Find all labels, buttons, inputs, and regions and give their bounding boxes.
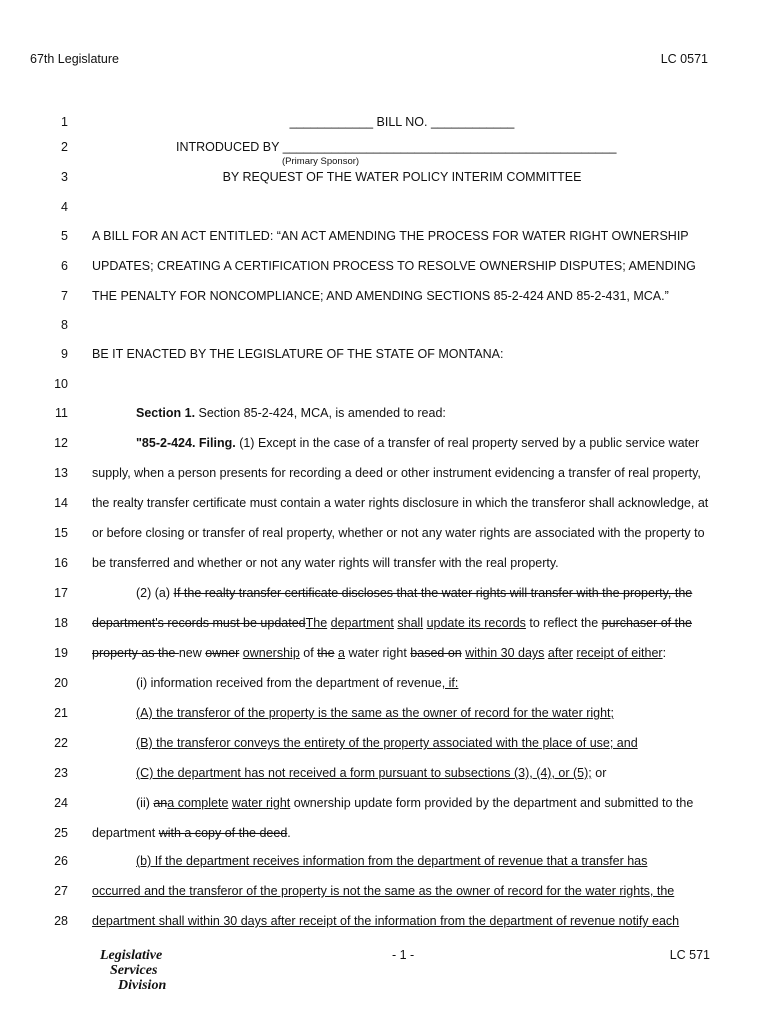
logo-line-2: Services xyxy=(110,963,158,978)
section-1-heading xyxy=(136,406,446,420)
line-number: 6 xyxy=(61,259,68,273)
line-number: 15 xyxy=(54,526,68,540)
line-number: 17 xyxy=(54,586,68,600)
line-21: (A) the transferor of the property is the same as the owner of record for the water right; xyxy=(136,706,614,720)
line-number: 3 xyxy=(61,170,68,184)
line-25 xyxy=(92,826,291,840)
line-14: the realty transfer certificate must contain a water rights disclosure in which the transferor shall acknowledge, at xyxy=(92,496,709,510)
inserted-text: within 30 days xyxy=(465,646,545,660)
line-number: 24 xyxy=(54,796,68,810)
line-number: 19 xyxy=(54,646,68,660)
inserted-text: The xyxy=(305,616,328,630)
line-number: 21 xyxy=(54,706,68,720)
line-number: 27 xyxy=(54,884,68,898)
line-number: 4 xyxy=(61,200,68,214)
section-number: "85-2-424. Filing. xyxy=(136,436,236,450)
inserted-text: (C) the department has not received a form pursuant to subsections (3), (4), or (5); xyxy=(136,766,592,780)
stricken-text: property as the xyxy=(92,646,179,660)
section-text: Section 85-2-424, MCA, is amended to read: xyxy=(195,406,446,420)
line-17 xyxy=(136,586,692,600)
line-number: 11 xyxy=(55,406,68,420)
footer-lc-number: LC 571 xyxy=(669,948,710,962)
line-20 xyxy=(136,676,458,690)
line-18-text: to reflect the xyxy=(525,616,602,630)
line-19: property as the new owner ownership of the a water right based on within 30 days after receipt of either: xyxy=(92,646,667,660)
line-22 xyxy=(136,736,638,750)
section-label: Section 1. xyxy=(136,406,196,420)
inserted-text: ; and xyxy=(609,736,638,750)
line-24-prefix: (ii) xyxy=(136,796,154,810)
line-number: 12 xyxy=(54,436,68,450)
line-24 xyxy=(136,796,693,810)
line-number: 7 xyxy=(61,289,68,303)
line-27: occurred and the transferor of the property is not the same as the owner of record for the water rights, the xyxy=(92,884,675,898)
line-number: 13 xyxy=(54,466,68,480)
by-request: BY REQUEST OF THE WATER POLICY INTERIM COMMITTEE xyxy=(222,170,582,184)
line-17-prefix: (2) (a) xyxy=(136,586,174,600)
inserted-text: a xyxy=(338,646,345,660)
bill-number-line: ____________ BILL NO. ____________ xyxy=(289,115,515,129)
legislative-services-logo xyxy=(100,948,190,998)
header-legislature: 67th Legislature xyxy=(30,52,119,66)
logo-line-1: Legislative xyxy=(100,948,163,963)
stricken-text: an xyxy=(153,796,168,810)
introduced-by: INTRODUCED BY ________________________________________________ xyxy=(176,140,617,154)
line-number: 1 xyxy=(61,115,68,129)
line-number: 20 xyxy=(54,676,68,690)
page-number: - 1 - xyxy=(392,948,415,962)
line-number: 8 xyxy=(61,318,68,332)
line-number: 28 xyxy=(54,914,68,928)
stricken-text: based on xyxy=(410,646,462,660)
line-20-text: (i) information received from the department of revenue xyxy=(136,676,442,690)
line-19-text: of xyxy=(299,646,318,660)
inserted-text: after xyxy=(547,646,573,660)
line-23-text: or xyxy=(591,766,607,780)
line-26: (b) If the department receives information from the department of revenue that a transfer has xyxy=(136,854,648,868)
stricken-text: owner xyxy=(205,646,240,660)
line-number: 25 xyxy=(54,826,68,840)
line-number: 18 xyxy=(54,616,68,630)
line-number: 16 xyxy=(54,556,68,570)
line-25-end: . xyxy=(287,826,291,840)
line-number: 10 xyxy=(54,377,68,391)
line-19-text: water right xyxy=(344,646,411,660)
line-15: or before closing or transfer of real property, whether or not any water rights are associated with the property to xyxy=(92,526,705,540)
inserted-text: shall xyxy=(397,616,424,630)
inserted-text: (B) the transferor conveys the entirety of the property associated with the place of use xyxy=(136,736,610,750)
line-number: 9 xyxy=(61,347,68,361)
line-19-text: new xyxy=(178,646,206,660)
inserted-text: water right xyxy=(231,796,291,810)
line-number: 14 xyxy=(54,496,68,510)
stricken-text: If the realty transfer certificate discloses that the water rights will transfer with the property, the xyxy=(173,586,693,600)
inserted-text: ownership xyxy=(242,646,300,660)
primary-sponsor-label: (Primary Sponsor) xyxy=(282,156,360,167)
line-13: supply, when a person presents for recording a deed or other instrument evidencing a transfer of real property, xyxy=(92,466,701,480)
title-line-5: A BILL FOR AN ACT ENTITLED: “AN ACT AMENDING THE PROCESS FOR WATER RIGHT OWNERSHIP xyxy=(92,229,689,243)
line-number: 2 xyxy=(61,140,68,154)
line-number: 23 xyxy=(54,766,68,780)
line-24-text: ownership update form provided by the department and submitted to the xyxy=(290,796,694,810)
line-number: 5 xyxy=(61,229,68,243)
stricken-text: purchaser of the xyxy=(601,616,693,630)
inserted-text: update its records xyxy=(426,616,526,630)
line-12-text: (1) Except in the case of a transfer of real property served by a public service water xyxy=(235,436,700,450)
header-lc-number: LC 0571 xyxy=(660,52,708,66)
logo-line-3: Division xyxy=(118,978,167,993)
stricken-text: department's records must be updated xyxy=(92,616,306,630)
line-23 xyxy=(136,766,606,780)
line-12 xyxy=(136,436,699,450)
stricken-text: the xyxy=(317,646,335,660)
inserted-text: receipt of either xyxy=(576,646,663,660)
line-16: be transferred and whether or not any water rights will transfer with the real property. xyxy=(92,556,559,570)
line-number: 26 xyxy=(54,854,68,868)
inserted-text: a complete xyxy=(167,796,229,810)
enacting-clause: BE IT ENACTED BY THE LEGISLATURE OF THE STATE OF MONTANA: xyxy=(92,347,504,361)
line-18 xyxy=(92,616,692,630)
stricken-text: with a copy of the deed xyxy=(158,826,288,840)
title-line-7: THE PENALTY FOR NONCOMPLIANCE; AND AMENDING SECTIONS 85-2-424 AND 85-2-431, MCA.” xyxy=(92,289,669,303)
line-25-text: department xyxy=(92,826,159,840)
title-line-6: UPDATES; CREATING A CERTIFICATION PROCESS TO RESOLVE OWNERSHIP DISPUTES; AMENDING xyxy=(92,259,696,273)
line-number: 22 xyxy=(54,736,68,750)
inserted-text: , if: xyxy=(441,676,459,690)
line-28: department shall within 30 days after receipt of the information from the department of revenue notify each xyxy=(92,914,680,928)
inserted-text: department xyxy=(330,616,394,630)
